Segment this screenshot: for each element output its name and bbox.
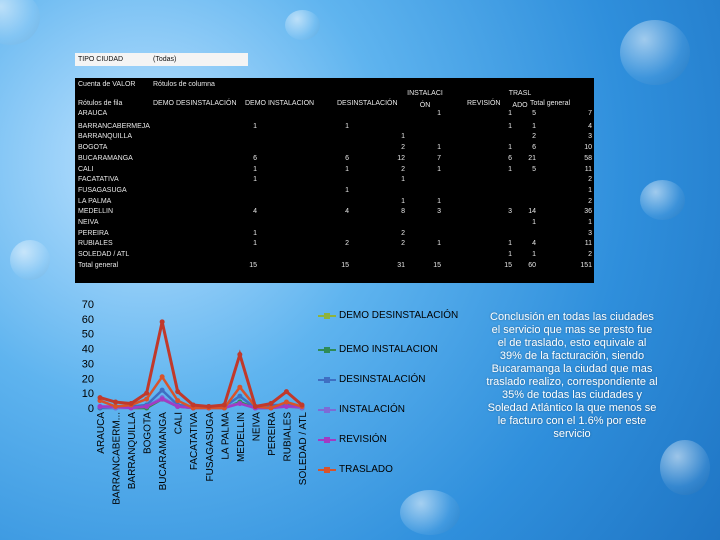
x-tick-label: PEREIRA [266,412,278,456]
pivot-cell: 2 [532,133,536,141]
row-label[interactable]: FUSAGASUGA [78,186,127,194]
series-lines [98,319,305,410]
pivot-cell: 14 [528,208,536,216]
pivot-cell: 2 [401,240,405,248]
pivot-cell: 4 [253,208,257,216]
series-line [100,322,302,407]
pivot-cell: 3 [588,133,592,141]
y-tick-label: 50 [81,328,94,341]
series-point [175,398,180,403]
row-label[interactable]: FACATATIVA [78,176,119,184]
pivot-cell: 2 [588,197,592,205]
series-point [284,400,289,405]
x-tick-label: SOLEDAD / ATL [298,412,309,486]
pivot-cell: 1 [253,165,257,173]
x-tick-label: FACATATIVA [189,412,201,471]
row-label[interactable]: PEREIRA [78,229,109,237]
series-point [237,401,242,406]
series-point [98,404,103,409]
pivot-cell: 5 [532,110,536,117]
pivot-cell: 3 [508,208,512,216]
pivot-cell: 6 [532,144,536,152]
x-tick-label: BARRANQUILLA [127,412,139,490]
col-header-demo-instalacion: DEMO INSTALACION [245,100,315,107]
pivot-cell: 12 [397,154,405,162]
x-tick-label: BARRANCABERM... [111,412,123,505]
pivot-cell: 1 [588,219,592,226]
pivot-cell: 7 [437,154,441,162]
x-tick-label: NEIVA [251,412,263,442]
column-labels-header[interactable]: Rótulos de columna [153,81,215,88]
x-tick-label: RUBIALES [282,412,294,462]
pivot-filter-row[interactable] [75,53,248,66]
x-tick-label: MEDELLIN [235,412,247,463]
pivot-cell: 151 [580,261,592,269]
series-point [253,404,258,409]
pivot-cell: 58 [584,154,592,162]
pivot-table [75,78,594,283]
pivot-cell: 36 [584,208,592,216]
legend-marker-icon [318,315,336,317]
series-point [144,397,149,402]
col-header-demo-desinstalacion: DEMO DESINSTALACIÓN [153,100,237,107]
pivot-cell: 5 [532,165,536,173]
water-drop-decoration [10,240,50,280]
pivot-cell: 1 [508,240,512,248]
legend-label: TRASLADO [339,464,393,475]
series-point [268,406,273,411]
filter-label: TIPO CIUDAD [78,56,124,63]
row-label[interactable]: BARRANCABERMEJA [78,122,150,130]
pivot-cell: 1 [345,165,349,173]
pivot-cell: 1 [532,219,536,226]
col-header-desinstalacion: DESINSTALACIÓN [337,100,398,107]
legend-item[interactable] [318,404,459,415]
series-point [300,403,305,408]
series-point [284,389,289,394]
legend-item[interactable] [318,374,459,385]
row-label[interactable]: Total general [78,261,119,269]
row-label[interactable]: CALI [78,165,94,173]
legend-item[interactable] [318,344,459,355]
water-drop-decoration [0,0,40,45]
row-label[interactable]: BARRANQUILLA [78,133,133,141]
series-point [129,401,134,406]
y-tick-label: 10 [81,388,94,401]
pivot-cell: 15 [341,261,349,269]
pivot-cell: 1 [345,122,349,130]
pivot-cell: 3 [437,208,441,216]
pivot-cell: 4 [345,208,349,216]
pivot-cell: 15 [249,261,257,269]
series-point [268,401,273,406]
x-tick-label: BUCARAMANGA [158,412,170,491]
pivot-cell: 21 [528,154,536,162]
pivot-cell: 1 [437,144,441,152]
y-tick-label: 20 [81,373,94,386]
pivot-cell: 60 [528,261,536,269]
series-point [191,403,196,408]
pivot-cell: 2 [345,240,349,248]
pivot-cell: 2 [401,229,405,237]
y-axis [82,299,94,415]
pivot-cell: 1 [508,110,512,117]
legend-marker-icon [318,379,336,381]
x-tick-label: CALI [173,412,185,435]
water-drop-decoration [285,10,320,40]
series-point [175,389,180,394]
x-tick-label: FUSAGASUGA [204,412,216,482]
series-point [160,397,165,402]
pivot-cell: 8 [401,208,405,216]
pivot-cell: 10 [584,144,592,152]
row-label[interactable]: ARAUCA [78,110,108,117]
row-label[interactable]: SOLEDAD / ATL [78,251,130,259]
pivot-cell: 11 [584,165,592,173]
x-axis [96,412,309,505]
y-tick-label: 0 [87,403,94,415]
legend-label: DEMO DESINSTALACIÓN [339,310,459,321]
col-header-instalacion: INSTALACI ÓN [407,90,443,109]
y-tick-label: 70 [81,299,94,311]
pivot-cell: 1 [401,133,405,141]
line-chart [70,296,310,516]
pivot-cell: 1 [508,251,512,259]
pivot-cell: 1 [508,144,512,152]
water-drop-decoration [620,20,690,85]
series-point [237,394,242,399]
legend-label: INSTALACIÓN [339,404,405,415]
series-point [175,404,180,409]
pivot-cell: 6 [253,154,257,162]
y-tick-label: 60 [81,313,94,326]
water-drop-decoration [640,180,685,220]
pivot-cell: 1 [253,240,257,248]
col-header-revision: REVISIÓN [467,100,501,107]
pivot-cell: 4 [588,122,592,130]
legend-label: DESINSTALACIÓN [339,374,426,385]
pivot-cell: 1 [437,165,441,173]
row-label[interactable]: BUCARAMANGA [78,154,133,162]
row-label[interactable]: LA PALMA [78,197,112,205]
series-point [160,374,165,379]
series-point [222,403,227,408]
pivot-cell: 1 [437,240,441,248]
row-labels-header[interactable]: Rótulos de fila [78,100,123,107]
pivot-cell: 1 [253,122,257,130]
x-tick-label: BOGOTA [142,412,154,455]
water-drop-decoration [660,440,710,495]
pivot-cell: 2 [588,176,592,184]
pivot-cell: 6 [508,154,512,162]
pivot-cell: 1 [532,122,536,130]
legend-item[interactable] [318,434,459,445]
pivot-cell: 2 [401,165,405,173]
col-header-traslado: TRASL ADO [508,90,532,109]
series-point [160,319,165,324]
pivot-cell: 1 [345,186,349,194]
legend-label: DEMO INSTALACION [339,344,438,355]
pivot-cell: 1 [253,229,257,237]
series-point [98,395,103,400]
pivot-cell: 1 [401,176,405,184]
pivot-cell: 6 [345,154,349,162]
row-label[interactable]: RUBIALES [78,240,113,248]
pivot-cell: 11 [584,240,592,248]
y-tick-label: 30 [81,358,94,371]
pivot-cell: 15 [433,261,441,269]
row-label[interactable]: MEDELLIN [78,208,114,216]
col-header-total-general: Total general [530,100,571,107]
pivot-cell: 7 [588,110,592,117]
pivot-cell: 2 [588,251,592,259]
legend-marker-icon [318,349,336,351]
pivot-cell: 1 [508,165,512,173]
row-label[interactable]: NEIVA [78,219,99,226]
legend-item[interactable] [318,310,459,321]
x-tick-label: ARAUCA [96,412,107,454]
pivot-cell: 15 [504,261,512,269]
pivot-cell: 2 [401,144,405,152]
pivot-cell: 31 [397,261,405,269]
pivot-cell: 1 [437,110,441,117]
filter-value[interactable]: (Todas) [153,56,177,63]
pivot-cell: 1 [253,176,257,184]
pivot-cell: 4 [532,240,536,248]
series-point [113,404,118,409]
legend-marker-icon [318,469,336,471]
x-tick-label: LA PALMA [220,412,232,460]
series-point [206,404,211,409]
pivot-cell: 1 [508,122,512,130]
series-point [284,404,289,409]
row-label[interactable]: BOGOTA [78,144,108,152]
series-point [237,385,242,390]
legend-item[interactable] [318,464,459,475]
pivot-cell: 1 [401,197,405,205]
pivot-cell: 3 [588,229,592,237]
legend-marker-icon [318,439,336,441]
series-point [237,352,242,357]
y-tick-label: 40 [81,343,94,356]
series-point [144,391,149,396]
chart-legend [318,310,468,500]
legend-marker-icon [318,409,336,411]
series-point [160,388,165,393]
series-point [144,404,149,409]
conclusion-text: Conclusión en todas las ciudades el servicio que mas se presto fue el de traslado, esto equivale al 39% de la facturación, siendo Bucaramanga la ciudad que mas traslado realizo, correspondiente al 35% de todas las ciudades y Soledad Atlántico la que menos se le facturo con el 1.6% por este servicio [486,311,658,440]
pivot-cell: 1 [588,186,592,194]
pivot-cell: 1 [532,251,536,259]
series-point [113,400,118,405]
legend-label: REVISIÓN [339,434,387,445]
pivot-cell: 1 [437,197,441,205]
value-label: Cuenta de VALOR [78,81,136,88]
